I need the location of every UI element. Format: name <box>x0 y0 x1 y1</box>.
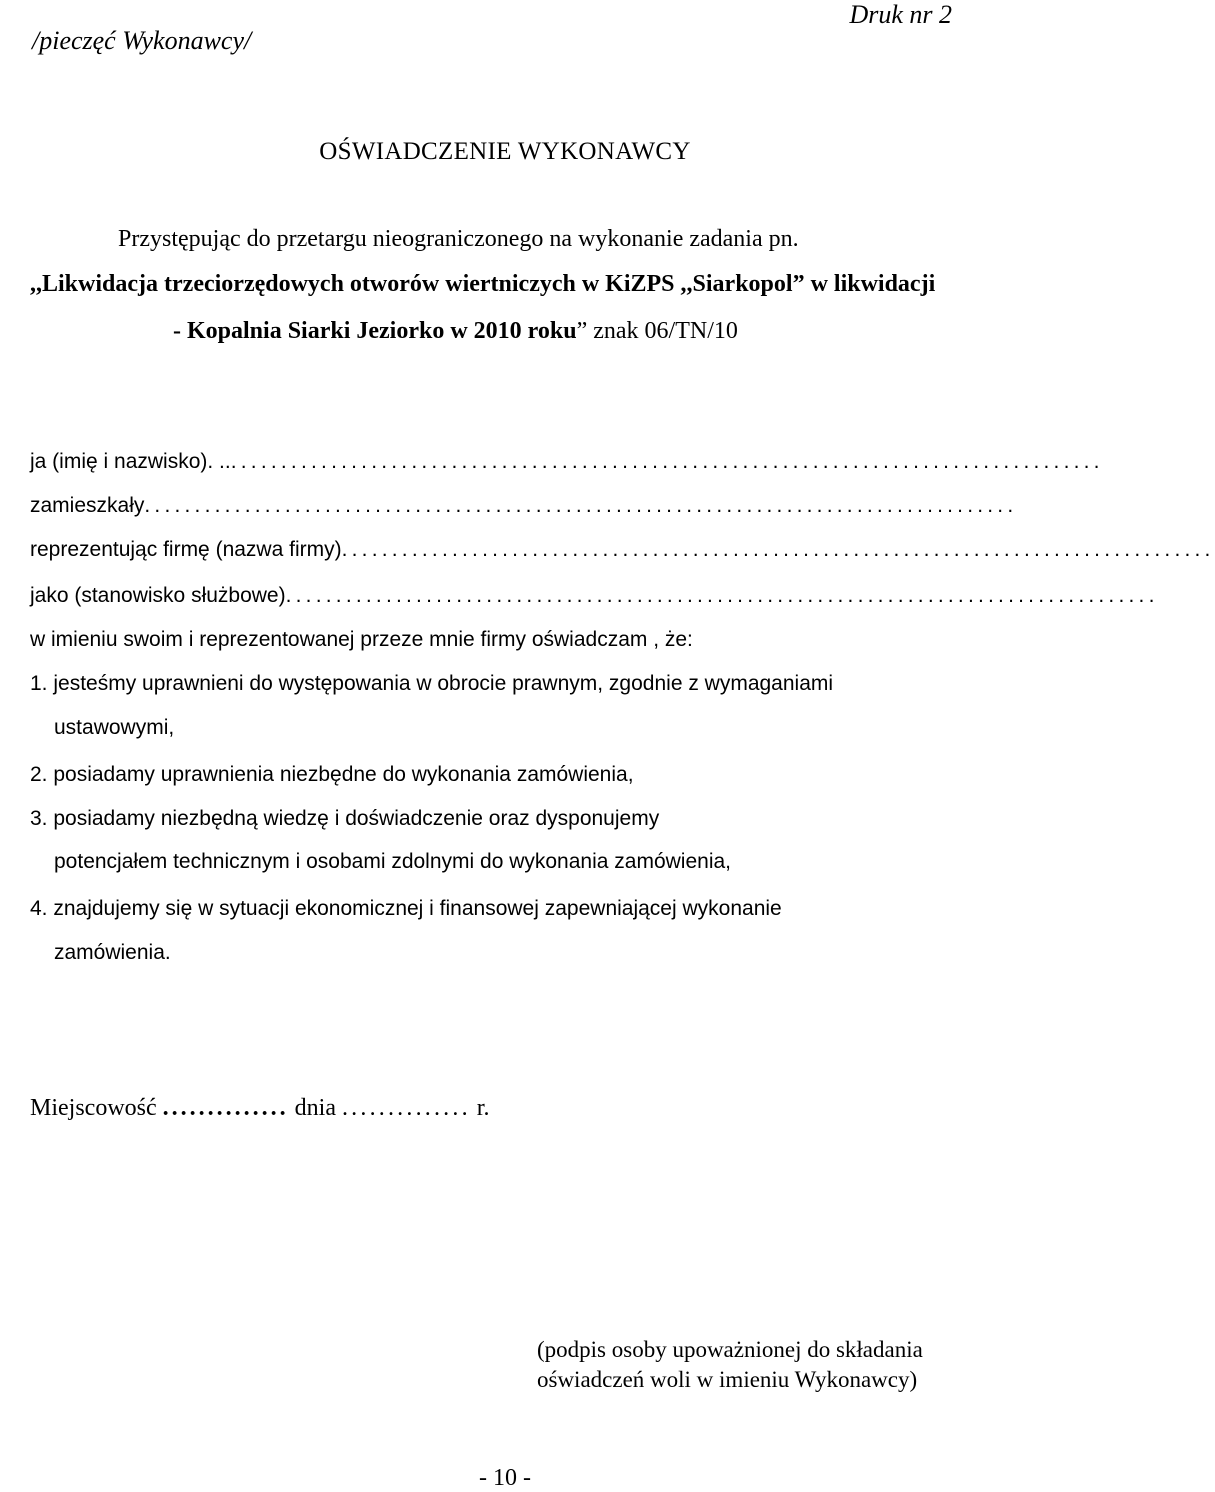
intro-line: Przystępując do przetargu nieograniczonego na wykonanie zadania pn. <box>118 226 799 252</box>
place-dots-mid: .. <box>270 1095 289 1121</box>
contractor-stamp-placeholder: /pieczęć Wykonawcy/ <box>32 26 252 55</box>
field-name-label: ja (imię i nazwisko). .. <box>30 450 231 473</box>
declaration-statement: w imieniu swoim i reprezentowanej przeze mnie firmy oświadczam , że: <box>30 628 693 651</box>
place-date-line <box>30 1095 489 1122</box>
field-position <box>30 584 1159 608</box>
task-sign: znak 06/TN/10 <box>587 318 738 344</box>
field-residence <box>30 494 1018 518</box>
list-item-2: 2. posiadamy uprawnienia niezbędne do wykonania zamówienia, <box>30 763 634 786</box>
year-suffix: r. <box>470 1095 490 1121</box>
list-item-4-cont: zamówienia. <box>54 941 171 964</box>
document-title: OŚWIADCZENIE WYKONAWCY <box>319 138 691 165</box>
field-company <box>30 538 1215 562</box>
list-item-3: 3. posiadamy niezbędną wiedzę i doświadczenie oraz dysponujemy <box>30 807 660 830</box>
field-name-dots[interactable]: ....................................................................................... <box>230 450 1104 473</box>
page-number: - 10 - <box>479 1465 531 1491</box>
place-label: Miejscowość <box>30 1095 163 1121</box>
task-name-line2 <box>173 318 738 345</box>
closing-quote: ” <box>576 318 588 344</box>
field-position-label: jako (stanowisko służbowe) <box>30 584 286 607</box>
signature-caption-line1: (podpis osoby upoważnionej do składania <box>537 1337 923 1362</box>
field-company-dots[interactable]: ....................................................................................... <box>341 538 1215 561</box>
task-name-line2-bold: - Kopalnia Siarki Jeziorko w 2010 roku <box>173 318 577 344</box>
date-dots[interactable]: .............. <box>341 1095 471 1121</box>
field-company-label: reprezentując firmę (nazwa firmy) <box>30 538 342 561</box>
list-item-1-cont: ustawowymi, <box>54 716 175 739</box>
field-residence-dots[interactable]: ....................................................................................... <box>144 494 1018 517</box>
list-item-4: 4. znajdujemy się w sytuacji ekonomicznej i finansowej zapewniającej wykonanie <box>30 897 782 920</box>
signature-caption-line2: oświadczeń woli w imieniu Wykonawcy) <box>537 1367 918 1392</box>
form-number: Druk nr 2 <box>849 0 952 29</box>
field-position-dots[interactable]: ....................................................................................... <box>285 584 1159 607</box>
task-name-line1: ,,Likwidacja trzeciorzędowych otworów wiertniczych w KiZPS ,,Siarkopol” w likwidacji <box>30 271 936 297</box>
date-label: dnia <box>288 1095 342 1121</box>
list-item-1: 1. jesteśmy uprawnieni do występowania w obrocie prawnym, zgodnie z wymaganiami <box>30 672 834 695</box>
list-item-3-cont: potencjałem technicznym i osobami zdolnymi do wykonania zamówienia, <box>54 850 731 873</box>
field-residence-label: zamieszkały <box>30 494 145 517</box>
place-dots[interactable]: ............ <box>162 1095 271 1121</box>
field-name <box>30 450 1104 474</box>
